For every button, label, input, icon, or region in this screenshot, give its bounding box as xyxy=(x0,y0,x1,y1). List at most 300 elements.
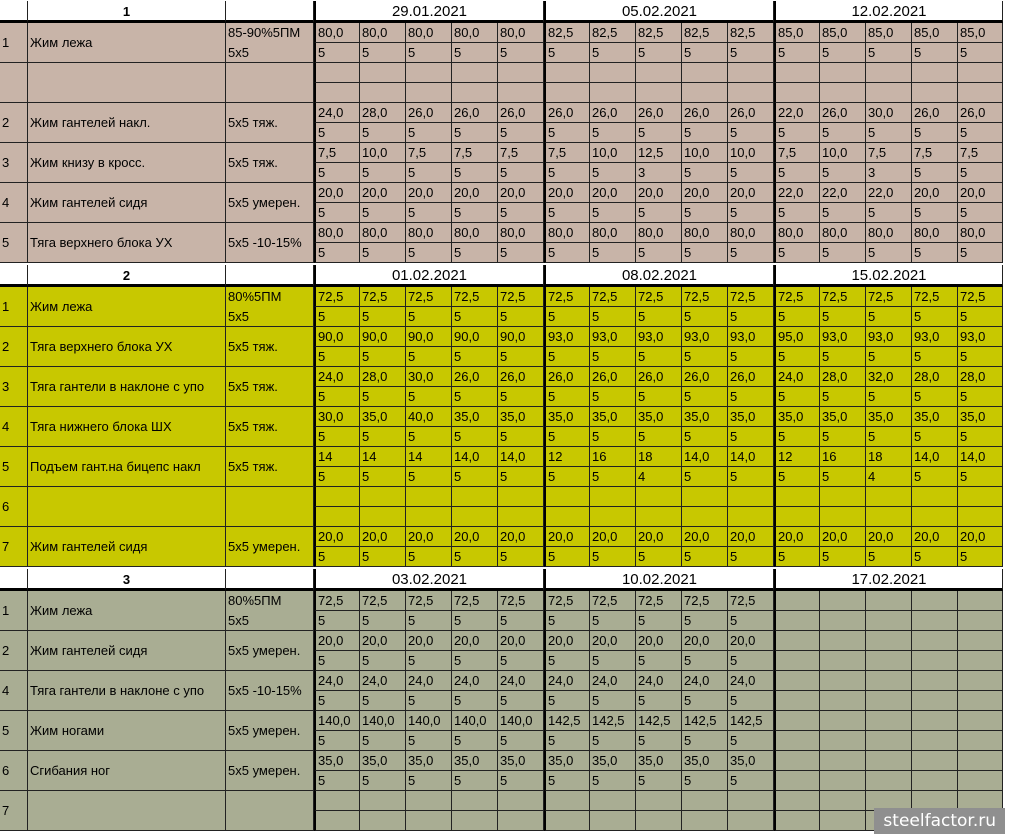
reps-cell[interactable]: 3 xyxy=(866,163,912,183)
reps-cell[interactable]: 5 xyxy=(958,203,1003,223)
reps-cell[interactable]: 5 xyxy=(728,387,774,407)
date-header[interactable]: 08.02.2021 xyxy=(544,265,774,287)
reps-cell[interactable]: 5 xyxy=(636,387,682,407)
reps-cell[interactable]: 5 xyxy=(774,547,820,567)
weight-cell[interactable] xyxy=(452,487,498,507)
weight-cell[interactable]: 35,0 xyxy=(636,751,682,771)
weight-cell[interactable]: 35,0 xyxy=(682,751,728,771)
reps-cell[interactable]: 5 xyxy=(406,123,452,143)
weight-cell[interactable] xyxy=(682,63,728,83)
reps-cell[interactable]: 5 xyxy=(636,427,682,447)
weight-cell[interactable]: 35,0 xyxy=(452,407,498,427)
weight-cell[interactable]: 20,0 xyxy=(452,631,498,651)
exercise-name[interactable]: Жим гантелей сидя xyxy=(28,631,226,671)
weight-cell[interactable]: 24,0 xyxy=(452,671,498,691)
scheme-cell[interactable] xyxy=(226,527,314,567)
reps-cell[interactable]: 5 xyxy=(728,43,774,63)
weight-cell[interactable] xyxy=(958,711,1003,731)
weight-cell[interactable]: 142,5 xyxy=(590,711,636,731)
weight-cell[interactable] xyxy=(774,487,820,507)
reps-cell[interactable]: 5 xyxy=(820,427,866,447)
reps-cell[interactable]: 5 xyxy=(958,243,1003,263)
reps-cell[interactable]: 5 xyxy=(682,651,728,671)
reps-cell[interactable]: 5 xyxy=(498,387,544,407)
weight-cell[interactable]: 26,0 xyxy=(820,103,866,123)
reps-cell[interactable]: 5 xyxy=(452,547,498,567)
row-index[interactable]: 5 xyxy=(0,711,28,751)
reps-cell[interactable]: 5 xyxy=(498,163,544,183)
reps-cell[interactable]: 5 xyxy=(820,467,866,487)
weight-cell[interactable]: 93,0 xyxy=(958,327,1003,347)
reps-cell[interactable]: 5 xyxy=(682,427,728,447)
reps-cell[interactable] xyxy=(544,507,590,527)
weight-cell[interactable] xyxy=(912,631,958,651)
weight-cell[interactable]: 20,0 xyxy=(590,631,636,651)
reps-cell[interactable]: 5 xyxy=(360,163,406,183)
weight-cell[interactable]: 140,0 xyxy=(452,711,498,731)
header-blank[interactable] xyxy=(226,1,314,23)
weight-cell[interactable]: 85,0 xyxy=(866,23,912,43)
reps-cell[interactable] xyxy=(820,83,866,103)
reps-cell[interactable]: 5 xyxy=(682,771,728,791)
reps-cell[interactable] xyxy=(498,83,544,103)
reps-cell[interactable]: 5 xyxy=(728,611,774,631)
weight-cell[interactable] xyxy=(866,711,912,731)
weight-cell[interactable]: 20,0 xyxy=(360,183,406,203)
row-index[interactable]: 7 xyxy=(0,791,28,831)
weight-cell[interactable]: 16 xyxy=(820,447,866,467)
weight-cell[interactable]: 93,0 xyxy=(682,327,728,347)
weight-cell[interactable]: 26,0 xyxy=(590,103,636,123)
reps-cell[interactable]: 5 xyxy=(544,731,590,751)
weight-cell[interactable]: 26,0 xyxy=(590,367,636,387)
weight-cell[interactable]: 26,0 xyxy=(452,367,498,387)
row-index[interactable]: 5 xyxy=(0,223,28,263)
weight-cell[interactable] xyxy=(958,63,1003,83)
reps-cell[interactable] xyxy=(774,811,820,831)
weight-cell[interactable]: 85,0 xyxy=(820,23,866,43)
reps-cell[interactable] xyxy=(866,611,912,631)
exercise-name[interactable]: Тяга гантели в наклоне с упо xyxy=(28,671,226,711)
date-header[interactable]: 15.02.2021 xyxy=(774,265,1003,287)
reps-cell[interactable]: 5 xyxy=(866,243,912,263)
section-number[interactable]: 1 xyxy=(28,1,226,23)
weight-cell[interactable] xyxy=(866,671,912,691)
weight-cell[interactable]: 20,0 xyxy=(728,183,774,203)
reps-cell[interactable] xyxy=(636,507,682,527)
reps-cell[interactable]: 5 xyxy=(498,243,544,263)
weight-cell[interactable]: 24,0 xyxy=(636,671,682,691)
reps-cell[interactable]: 5 xyxy=(682,691,728,711)
reps-cell[interactable]: 5 xyxy=(728,771,774,791)
weight-cell[interactable]: 20,0 xyxy=(452,527,498,547)
exercise-name[interactable]: Жим гантелей накл. xyxy=(28,103,226,143)
weight-cell[interactable]: 30,0 xyxy=(406,367,452,387)
reps-cell[interactable]: 3 xyxy=(636,163,682,183)
reps-cell[interactable]: 5 xyxy=(406,547,452,567)
reps-cell[interactable] xyxy=(682,507,728,527)
weight-cell[interactable]: 26,0 xyxy=(544,103,590,123)
exercise-name[interactable]: Жим книзу в кросс. xyxy=(28,143,226,183)
weight-cell[interactable]: 93,0 xyxy=(912,327,958,347)
weight-cell[interactable]: 35,0 xyxy=(498,407,544,427)
reps-cell[interactable]: 5 xyxy=(728,427,774,447)
weight-cell[interactable]: 20,0 xyxy=(728,631,774,651)
reps-cell[interactable]: 5 xyxy=(590,243,636,263)
reps-cell[interactable] xyxy=(958,731,1003,751)
reps-cell[interactable]: 5 xyxy=(314,651,360,671)
weight-cell[interactable]: 20,0 xyxy=(958,527,1003,547)
weight-cell[interactable]: 26,0 xyxy=(544,367,590,387)
weight-cell[interactable]: 7,5 xyxy=(958,143,1003,163)
weight-cell[interactable]: 24,0 xyxy=(728,671,774,691)
date-header[interactable]: 17.02.2021 xyxy=(774,569,1003,591)
reps-cell[interactable]: 5 xyxy=(314,427,360,447)
reps-cell[interactable]: 5 xyxy=(820,307,866,327)
weight-cell[interactable]: 26,0 xyxy=(636,367,682,387)
reps-cell[interactable]: 5 xyxy=(544,771,590,791)
reps-cell[interactable] xyxy=(912,771,958,791)
reps-cell[interactable]: 5 xyxy=(544,387,590,407)
weight-cell[interactable]: 26,0 xyxy=(452,103,498,123)
weight-cell[interactable]: 85,0 xyxy=(774,23,820,43)
weight-cell[interactable]: 80,0 xyxy=(498,23,544,43)
row-index[interactable]: 2 xyxy=(0,103,28,143)
reps-cell[interactable] xyxy=(958,691,1003,711)
reps-cell[interactable]: 5 xyxy=(406,347,452,367)
weight-cell[interactable] xyxy=(820,671,866,691)
weight-cell[interactable]: 14,0 xyxy=(452,447,498,467)
exercise-name[interactable]: Тяга верхнего блока УХ xyxy=(28,223,226,263)
weight-cell[interactable]: 35,0 xyxy=(590,751,636,771)
reps-cell[interactable]: 5 xyxy=(498,691,544,711)
weight-cell[interactable] xyxy=(820,711,866,731)
weight-cell[interactable]: 30,0 xyxy=(314,407,360,427)
weight-cell[interactable]: 80,0 xyxy=(774,223,820,243)
date-header[interactable]: 10.02.2021 xyxy=(544,569,774,591)
weight-cell[interactable]: 20,0 xyxy=(544,631,590,651)
weight-cell[interactable] xyxy=(866,487,912,507)
reps-cell[interactable]: 5 xyxy=(774,307,820,327)
reps-cell[interactable]: 5 xyxy=(360,203,406,223)
row-index[interactable]: 1 xyxy=(0,287,28,327)
weight-cell[interactable] xyxy=(406,791,452,811)
weight-cell[interactable]: 93,0 xyxy=(636,327,682,347)
row-index[interactable]: 1 xyxy=(0,591,28,631)
reps-cell[interactable]: 5 xyxy=(360,651,406,671)
reps-cell[interactable]: 5 xyxy=(498,347,544,367)
weight-cell[interactable]: 26,0 xyxy=(682,103,728,123)
weight-cell[interactable]: 35,0 xyxy=(360,751,406,771)
weight-cell[interactable]: 72,5 xyxy=(406,591,452,611)
exercise-name[interactable] xyxy=(28,63,226,103)
weight-cell[interactable]: 7,5 xyxy=(406,143,452,163)
weight-cell[interactable]: 90,0 xyxy=(498,327,544,347)
weight-cell[interactable]: 12 xyxy=(544,447,590,467)
weight-cell[interactable]: 72,5 xyxy=(636,591,682,611)
weight-cell[interactable]: 35,0 xyxy=(544,407,590,427)
reps-cell[interactable]: 5 xyxy=(544,347,590,367)
scheme-cell[interactable] xyxy=(226,631,314,671)
reps-cell[interactable]: 5 xyxy=(728,651,774,671)
reps-cell[interactable]: 5 xyxy=(636,243,682,263)
exercise-name[interactable]: Жим лежа xyxy=(28,287,226,327)
reps-cell[interactable]: 5 xyxy=(452,387,498,407)
row-index[interactable]: 2 xyxy=(0,631,28,671)
reps-cell[interactable]: 5 xyxy=(728,243,774,263)
reps-cell[interactable]: 5 xyxy=(636,651,682,671)
weight-cell[interactable]: 142,5 xyxy=(544,711,590,731)
reps-cell[interactable]: 5 xyxy=(452,691,498,711)
reps-cell[interactable]: 5 xyxy=(774,467,820,487)
weight-cell[interactable] xyxy=(360,487,406,507)
reps-cell[interactable]: 5 xyxy=(728,467,774,487)
weight-cell[interactable]: 93,0 xyxy=(544,327,590,347)
reps-cell[interactable] xyxy=(360,811,406,831)
weight-cell[interactable]: 80,0 xyxy=(498,223,544,243)
weight-cell[interactable]: 7,5 xyxy=(498,143,544,163)
reps-cell[interactable]: 5 xyxy=(912,243,958,263)
weight-cell[interactable] xyxy=(544,487,590,507)
reps-cell[interactable]: 5 xyxy=(360,427,406,447)
weight-cell[interactable] xyxy=(544,791,590,811)
weight-cell[interactable]: 90,0 xyxy=(406,327,452,347)
weight-cell[interactable]: 72,5 xyxy=(682,591,728,611)
weight-cell[interactable] xyxy=(912,711,958,731)
weight-cell[interactable]: 24,0 xyxy=(544,671,590,691)
reps-cell[interactable]: 5 xyxy=(406,307,452,327)
scheme-cell[interactable] xyxy=(226,671,314,711)
reps-cell[interactable]: 5 xyxy=(406,651,452,671)
reps-cell[interactable]: 5 xyxy=(866,347,912,367)
reps-cell[interactable]: 5 xyxy=(590,203,636,223)
weight-cell[interactable]: 20,0 xyxy=(314,527,360,547)
reps-cell[interactable]: 5 xyxy=(912,547,958,567)
reps-cell[interactable] xyxy=(958,651,1003,671)
scheme-cell[interactable] xyxy=(226,791,314,831)
weight-cell[interactable]: 80,0 xyxy=(958,223,1003,243)
weight-cell[interactable]: 20,0 xyxy=(636,527,682,547)
reps-cell[interactable]: 5 xyxy=(452,771,498,791)
exercise-name[interactable]: Тяга верхнего блока УХ xyxy=(28,327,226,367)
weight-cell[interactable]: 35,0 xyxy=(774,407,820,427)
row-index[interactable] xyxy=(0,63,28,103)
reps-cell[interactable]: 5 xyxy=(682,203,728,223)
scheme-cell[interactable] xyxy=(226,23,314,63)
weight-cell[interactable]: 20,0 xyxy=(820,527,866,547)
reps-cell[interactable]: 5 xyxy=(774,163,820,183)
reps-cell[interactable]: 5 xyxy=(820,347,866,367)
weight-cell[interactable]: 20,0 xyxy=(682,631,728,651)
reps-cell[interactable]: 5 xyxy=(360,467,406,487)
exercise-name[interactable]: Тяга гантели в наклоне с упо xyxy=(28,367,226,407)
reps-cell[interactable] xyxy=(866,771,912,791)
scheme-cell[interactable] xyxy=(226,183,314,223)
reps-cell[interactable]: 5 xyxy=(544,611,590,631)
weight-cell[interactable] xyxy=(958,487,1003,507)
weight-cell[interactable]: 80,0 xyxy=(866,223,912,243)
reps-cell[interactable]: 5 xyxy=(682,347,728,367)
reps-cell[interactable]: 5 xyxy=(682,43,728,63)
weight-cell[interactable]: 26,0 xyxy=(636,103,682,123)
weight-cell[interactable]: 82,5 xyxy=(636,23,682,43)
weight-cell[interactable]: 85,0 xyxy=(958,23,1003,43)
weight-cell[interactable]: 20,0 xyxy=(452,183,498,203)
reps-cell[interactable]: 5 xyxy=(682,547,728,567)
weight-cell[interactable]: 20,0 xyxy=(406,527,452,547)
reps-cell[interactable]: 5 xyxy=(452,243,498,263)
reps-cell[interactable]: 5 xyxy=(866,387,912,407)
reps-cell[interactable]: 5 xyxy=(498,427,544,447)
weight-cell[interactable]: 20,0 xyxy=(544,527,590,547)
scheme-cell[interactable] xyxy=(226,143,314,183)
weight-cell[interactable] xyxy=(958,631,1003,651)
weight-cell[interactable] xyxy=(498,487,544,507)
exercise-name[interactable]: Подъем гант.на бицепс накл xyxy=(28,447,226,487)
weight-cell[interactable] xyxy=(314,487,360,507)
weight-cell[interactable] xyxy=(866,631,912,651)
weight-cell[interactable]: 35,0 xyxy=(314,751,360,771)
weight-cell[interactable]: 82,5 xyxy=(728,23,774,43)
weight-cell[interactable]: 28,0 xyxy=(360,103,406,123)
weight-cell[interactable]: 72,5 xyxy=(452,591,498,611)
reps-cell[interactable] xyxy=(682,811,728,831)
reps-cell[interactable]: 5 xyxy=(912,163,958,183)
reps-cell[interactable]: 5 xyxy=(590,651,636,671)
exercise-name[interactable] xyxy=(28,487,226,527)
weight-cell[interactable]: 35,0 xyxy=(912,407,958,427)
weight-cell[interactable] xyxy=(406,63,452,83)
weight-cell[interactable]: 24,0 xyxy=(590,671,636,691)
weight-cell[interactable]: 14,0 xyxy=(682,447,728,467)
weight-cell[interactable]: 72,5 xyxy=(774,287,820,307)
reps-cell[interactable] xyxy=(774,83,820,103)
weight-cell[interactable] xyxy=(866,751,912,771)
reps-cell[interactable]: 5 xyxy=(636,771,682,791)
reps-cell[interactable]: 5 xyxy=(912,427,958,447)
reps-cell[interactable]: 5 xyxy=(360,243,406,263)
reps-cell[interactable]: 5 xyxy=(728,307,774,327)
reps-cell[interactable]: 5 xyxy=(682,731,728,751)
weight-cell[interactable]: 93,0 xyxy=(728,327,774,347)
weight-cell[interactable]: 80,0 xyxy=(912,223,958,243)
weight-cell[interactable]: 90,0 xyxy=(314,327,360,347)
reps-cell[interactable]: 5 xyxy=(774,243,820,263)
reps-cell[interactable]: 5 xyxy=(820,203,866,223)
weight-cell[interactable]: 26,0 xyxy=(498,367,544,387)
reps-cell[interactable]: 4 xyxy=(866,467,912,487)
scheme-cell[interactable] xyxy=(226,751,314,791)
reps-cell[interactable] xyxy=(498,507,544,527)
weight-cell[interactable]: 10,0 xyxy=(590,143,636,163)
weight-cell[interactable] xyxy=(360,791,406,811)
weight-cell[interactable]: 72,5 xyxy=(314,287,360,307)
weight-cell[interactable]: 7,5 xyxy=(866,143,912,163)
reps-cell[interactable]: 5 xyxy=(958,163,1003,183)
reps-cell[interactable]: 5 xyxy=(314,731,360,751)
weight-cell[interactable] xyxy=(820,487,866,507)
reps-cell[interactable]: 5 xyxy=(728,163,774,183)
weight-cell[interactable]: 14,0 xyxy=(912,447,958,467)
weight-cell[interactable]: 28,0 xyxy=(820,367,866,387)
reps-cell[interactable]: 5 xyxy=(774,123,820,143)
reps-cell[interactable] xyxy=(820,507,866,527)
reps-cell[interactable]: 5 xyxy=(636,611,682,631)
reps-cell[interactable]: 5 xyxy=(544,43,590,63)
weight-cell[interactable] xyxy=(406,487,452,507)
weight-cell[interactable] xyxy=(636,791,682,811)
reps-cell[interactable]: 5 xyxy=(636,43,682,63)
reps-cell[interactable]: 5 xyxy=(406,467,452,487)
weight-cell[interactable]: 40,0 xyxy=(406,407,452,427)
reps-cell[interactable] xyxy=(590,83,636,103)
reps-cell[interactable]: 5 xyxy=(728,123,774,143)
reps-cell[interactable]: 5 xyxy=(452,731,498,751)
weight-cell[interactable]: 35,0 xyxy=(866,407,912,427)
weight-cell[interactable]: 20,0 xyxy=(682,527,728,547)
exercise-name[interactable] xyxy=(28,791,226,831)
weight-cell[interactable]: 24,0 xyxy=(314,103,360,123)
reps-cell[interactable]: 5 xyxy=(314,691,360,711)
weight-cell[interactable]: 20,0 xyxy=(912,527,958,547)
weight-cell[interactable] xyxy=(498,791,544,811)
weight-cell[interactable] xyxy=(590,791,636,811)
scheme-cell[interactable] xyxy=(226,103,314,143)
reps-cell[interactable] xyxy=(774,611,820,631)
reps-cell[interactable]: 5 xyxy=(498,123,544,143)
weight-cell[interactable]: 80,0 xyxy=(636,223,682,243)
reps-cell[interactable]: 5 xyxy=(498,547,544,567)
weight-cell[interactable]: 20,0 xyxy=(314,183,360,203)
exercise-name[interactable]: Жим ногами xyxy=(28,711,226,751)
weight-cell[interactable]: 20,0 xyxy=(958,183,1003,203)
weight-cell[interactable]: 28,0 xyxy=(958,367,1003,387)
reps-cell[interactable]: 5 xyxy=(314,203,360,223)
weight-cell[interactable]: 80,0 xyxy=(406,23,452,43)
reps-cell[interactable] xyxy=(406,811,452,831)
weight-cell[interactable]: 12,5 xyxy=(636,143,682,163)
reps-cell[interactable]: 5 xyxy=(314,467,360,487)
weight-cell[interactable] xyxy=(452,791,498,811)
reps-cell[interactable]: 5 xyxy=(590,43,636,63)
weight-cell[interactable] xyxy=(866,591,912,611)
date-header[interactable]: 29.01.2021 xyxy=(314,1,544,23)
weight-cell[interactable]: 72,5 xyxy=(682,287,728,307)
reps-cell[interactable]: 5 xyxy=(314,387,360,407)
weight-cell[interactable] xyxy=(682,791,728,811)
reps-cell[interactable]: 5 xyxy=(314,347,360,367)
weight-cell[interactable]: 7,5 xyxy=(452,143,498,163)
weight-cell[interactable]: 28,0 xyxy=(360,367,406,387)
reps-cell[interactable]: 5 xyxy=(360,547,406,567)
reps-cell[interactable]: 5 xyxy=(820,163,866,183)
reps-cell[interactable]: 5 xyxy=(498,467,544,487)
weight-cell[interactable] xyxy=(452,63,498,83)
weight-cell[interactable]: 80,0 xyxy=(360,223,406,243)
reps-cell[interactable]: 5 xyxy=(498,307,544,327)
reps-cell[interactable]: 5 xyxy=(498,203,544,223)
weight-cell[interactable]: 80,0 xyxy=(590,223,636,243)
reps-cell[interactable]: 5 xyxy=(682,123,728,143)
weight-cell[interactable]: 7,5 xyxy=(912,143,958,163)
reps-cell[interactable]: 5 xyxy=(728,547,774,567)
reps-cell[interactable] xyxy=(314,811,360,831)
reps-cell[interactable]: 5 xyxy=(682,611,728,631)
reps-cell[interactable]: 5 xyxy=(728,203,774,223)
weight-cell[interactable]: 20,0 xyxy=(590,183,636,203)
reps-cell[interactable]: 5 xyxy=(682,307,728,327)
header-blank[interactable] xyxy=(226,265,314,287)
